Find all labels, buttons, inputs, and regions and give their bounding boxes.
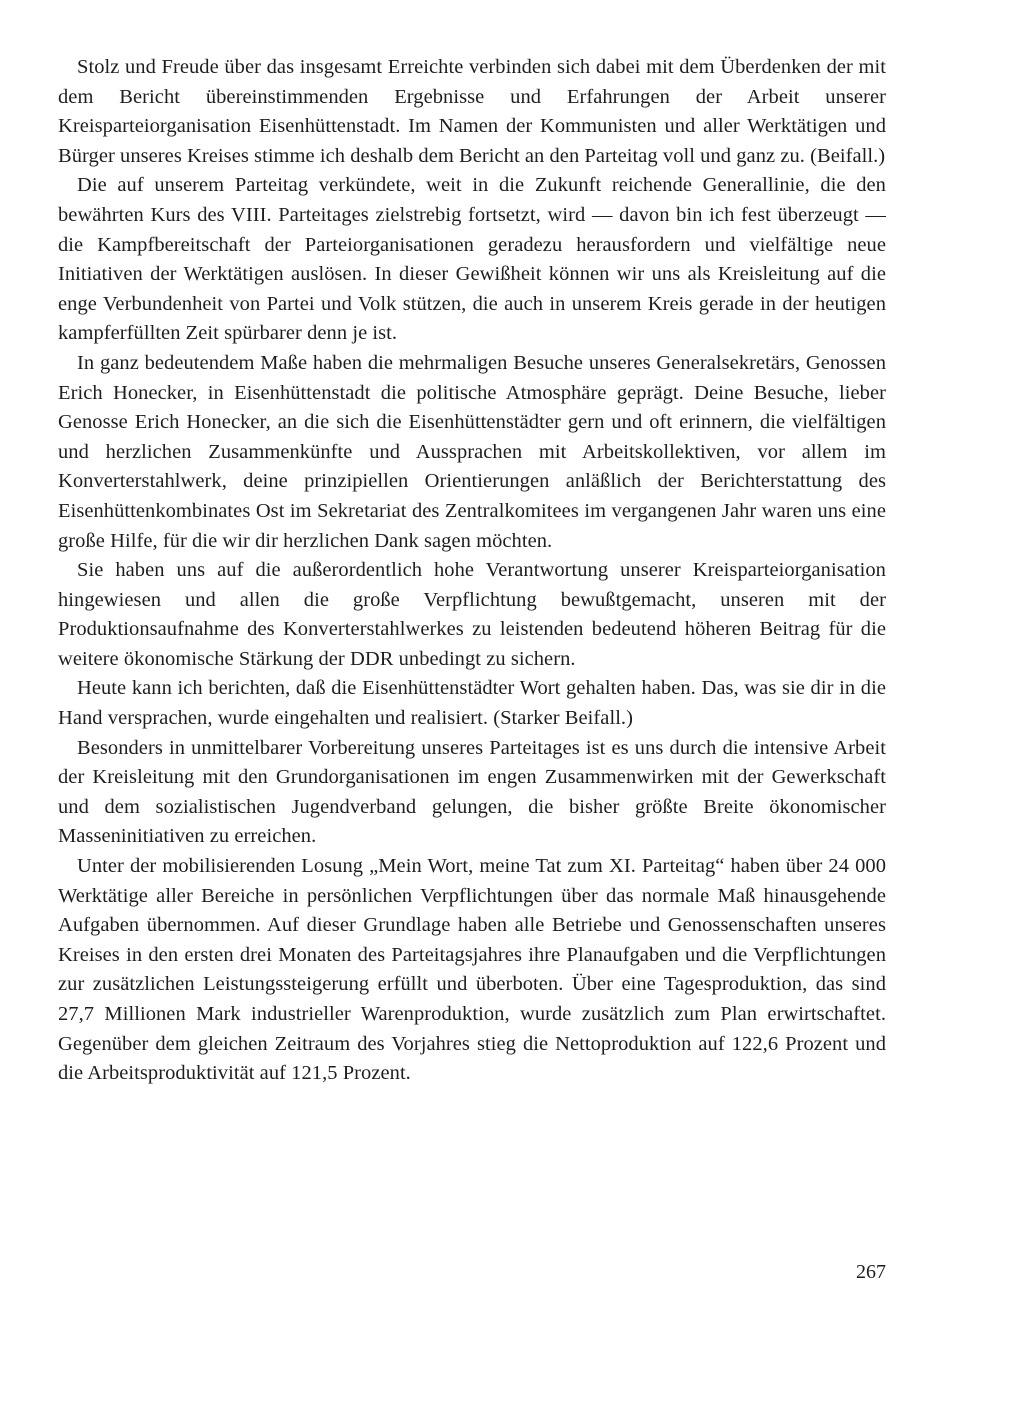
paragraph-3: In ganz bedeutendem Maße haben die mehrmaligen Besuche unseres Generalsekretärs, Genossen Erich Honecker, in Eisenhüttenstadt die politische Atmosphäre geprägt. Deine Besuche, lieber Genosse Erich Honecker, an die sich die Eisenhüttenstädter gern und oft erinnern, die vielfältigen und herzlichen Zusammenkünfte und Aussprachen mit Arbeitskollektiven, vor allem im Konverterstahlwerk, deine prinzipiellen Orientierungen anläßlich der Berichterstattung des Eisenhüttenkombinates Ost im Sekretariat des Zentralkomitees im vergangenen Jahr waren uns eine große Hilfe, für die wir dir herzlichen Dank sagen möchten. <box>58 351 886 552</box>
paragraph-2: Die auf unserem Parteitag verkündete, weit in die Zukunft reichende Generallinie, die den bewährten Kurs des VIII. Parteitages zielstrebig fortsetzt, wird — davon bin ich fest überzeugt — die Kampfbereitschaft der Parteiorganisationen geradezu herausfordern und vielfältige neue Initiativen der Werktätigen auslösen. In dieser Gewißheit können wir uns als Kreisleitung auf die enge Verbundenheit von Partei und Volk stützen, die auch in unserem Kreis gerade in der heutigen kampferfüllten Zeit spürbarer denn je ist. <box>58 174 886 345</box>
paragraph-7: Unter der mobilisierenden Losung „Mein Wort, meine Tat zum XI. Parteitag“ haben über 24 000 Werktätige aller Bereiche in persönlichen Verpflichtungen über das normale Maß hinausgehende Aufgaben übernommen. Auf dieser Grundlage haben alle Betriebe und Genossenschaften unseres Kreises in den ersten drei Monaten des Parteitagsjahres ihre Planaufgaben und die Verpflichtungen zur zusätzlichen Leistungssteigerung erfüllt und überboten. Über eine Tagesproduktion, das sind 27,7 Millionen Mark industrieller Warenproduktion, wurde zusätzlich zum Plan erwirtschaftet. Gegenüber dem gleichen Zeitraum des Vorjahres stieg die Nettoproduktion auf 122,6 Prozent und die Arbeitsproduktivität auf 121,5 Prozent. <box>58 855 886 1085</box>
paragraph-4: Sie haben uns auf die außerordentlich hohe Verantwortung unserer Kreisparteiorganisation hingewiesen und allen die große Verpflichtung bewußtgemacht, unseren mit der Produktionsaufnahme des Konverterstahlwerkes zu leistenden bedeutend höheren Beitrag für die weitere ökonomische Stärkung der DDR unbedingt zu sichern. <box>58 559 886 670</box>
page-number: 267 <box>856 1261 886 1283</box>
paragraph-1: Stolz und Freude über das insgesamt Erreichte verbinden sich dabei mit dem Überdenken der mit dem Bericht übereinstimmenden Ergebnisse und Erfahrungen der Arbeit unserer Kreisparteiorganisation Eisenhüttenstadt. Im Namen der Kommunisten und aller Werktätigen und Bürger unseres Kreises stimme ich deshalb dem Bericht an den Parteitag voll und ganz zu. (Beifall.) <box>58 56 886 167</box>
paragraph-5: Heute kann ich berichten, daß die Eisenhüttenstädter Wort gehalten haben. Das, was sie dir in die Hand versprachen, wurde eingehalten und realisiert. (Starker Beifall.) <box>58 677 886 730</box>
paragraph-6: Besonders in unmittelbarer Vorbereitung unseres Parteitages ist es uns durch die intensive Arbeit der Kreisleitung mit den Grundorganisationen im engen Zusammenwirken mit der Gewerkschaft und dem sozialistischen Jugendverband gelungen, die bisher größte Breite ökonomischer Masseninitiativen zu erreichen. <box>58 736 886 848</box>
body-text <box>58 53 886 1089</box>
